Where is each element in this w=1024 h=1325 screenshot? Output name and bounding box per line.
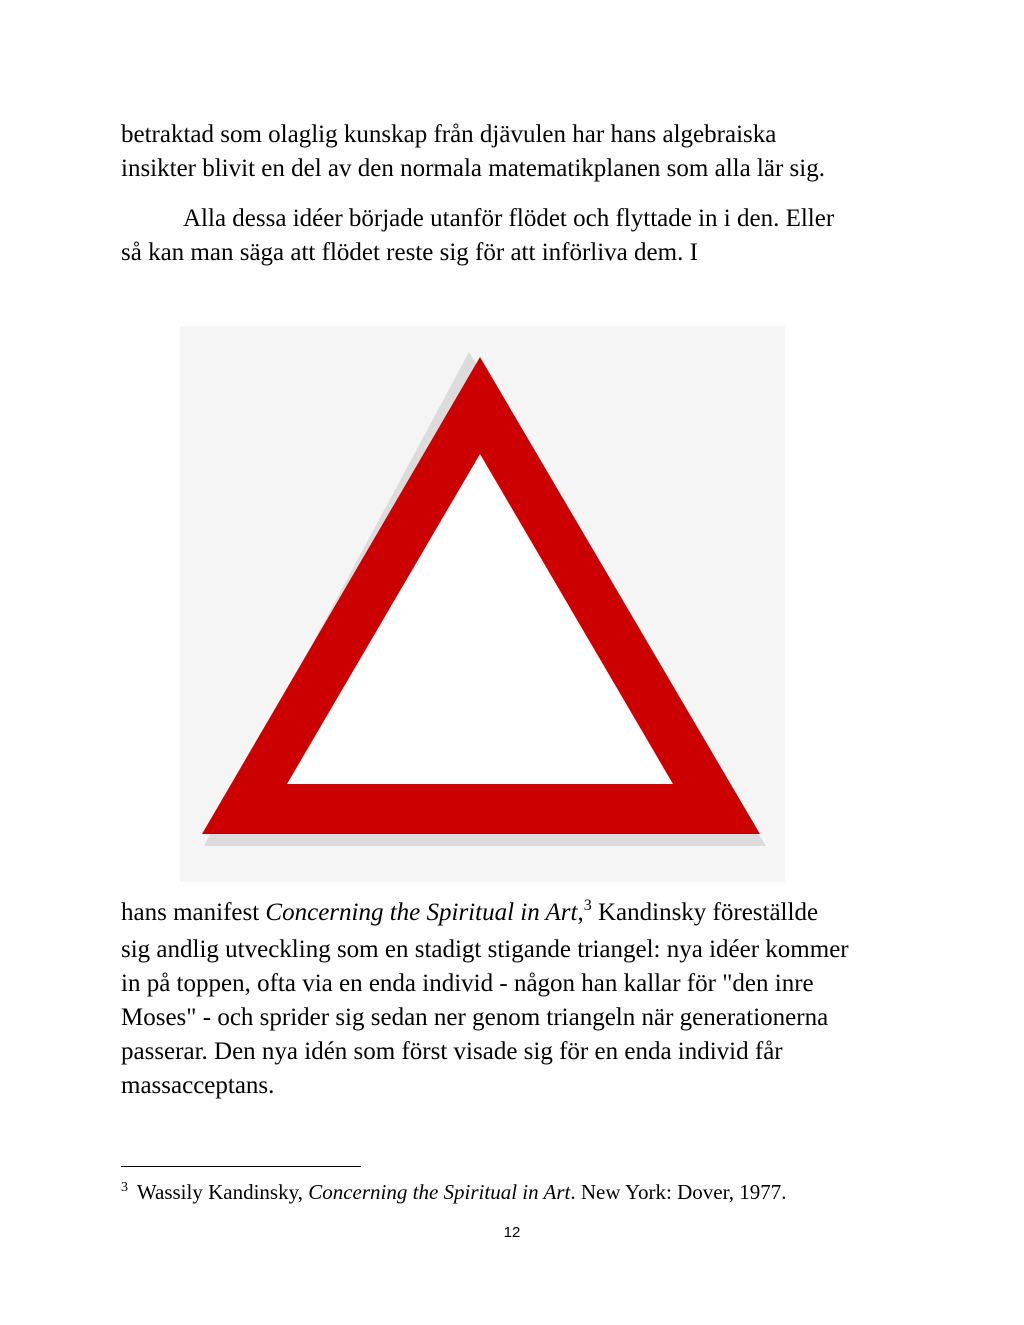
text-line: sig andlig utveckling som en stadigt stigande triangel: nya idéer kommer	[121, 936, 849, 963]
text-line	[121, 896, 911, 933]
text-span: ,	[577, 899, 584, 926]
red-triangle-icon	[180, 326, 785, 882]
text-span: Kandinsky föreställde	[591, 899, 819, 926]
footnote-number: 3	[121, 1180, 128, 1195]
triangle-figure	[180, 326, 785, 882]
text-line: så kan man säga att flödet reste sig för att införliva dem. I	[121, 239, 698, 266]
page-number: 12	[503, 1224, 521, 1241]
footnote-reference[interactable]: 3	[583, 897, 592, 914]
footnote-book-title: Concerning the Spiritual in Art	[308, 1180, 571, 1204]
paragraph-2	[121, 202, 911, 270]
text-line: massacceptans.	[121, 1072, 275, 1099]
text-line: insikter blivit en del av den normala matematikplanen som alla lär sig.	[121, 155, 825, 182]
book-title: Concerning the Spiritual in Art	[265, 899, 578, 926]
text-span: hans manifest	[121, 899, 266, 926]
text-line: Alla dessa idéer började utanför flödet och flyttade in i den. Eller	[183, 205, 835, 232]
footnote-divider	[121, 1166, 361, 1167]
footnote-text: . New York: Dover, 1977.	[570, 1180, 787, 1204]
text-line: in på toppen, ofta via en enda individ - någon han kallar för "den inre	[121, 970, 814, 997]
footnote-text: Wassily Kandinsky,	[132, 1180, 309, 1204]
paragraph-1	[121, 118, 911, 186]
text-line: passerar. Den nya idén som först visade sig för en enda individ får	[121, 1038, 783, 1065]
footnote	[121, 1178, 787, 1210]
paragraph-3	[121, 896, 911, 1103]
text-line: Moses" - och sprider sig sedan ner genom triangeln när generationerna	[121, 1004, 829, 1031]
text-line: betraktad som olaglig kunskap från djävulen har hans algebraiska	[121, 121, 777, 148]
